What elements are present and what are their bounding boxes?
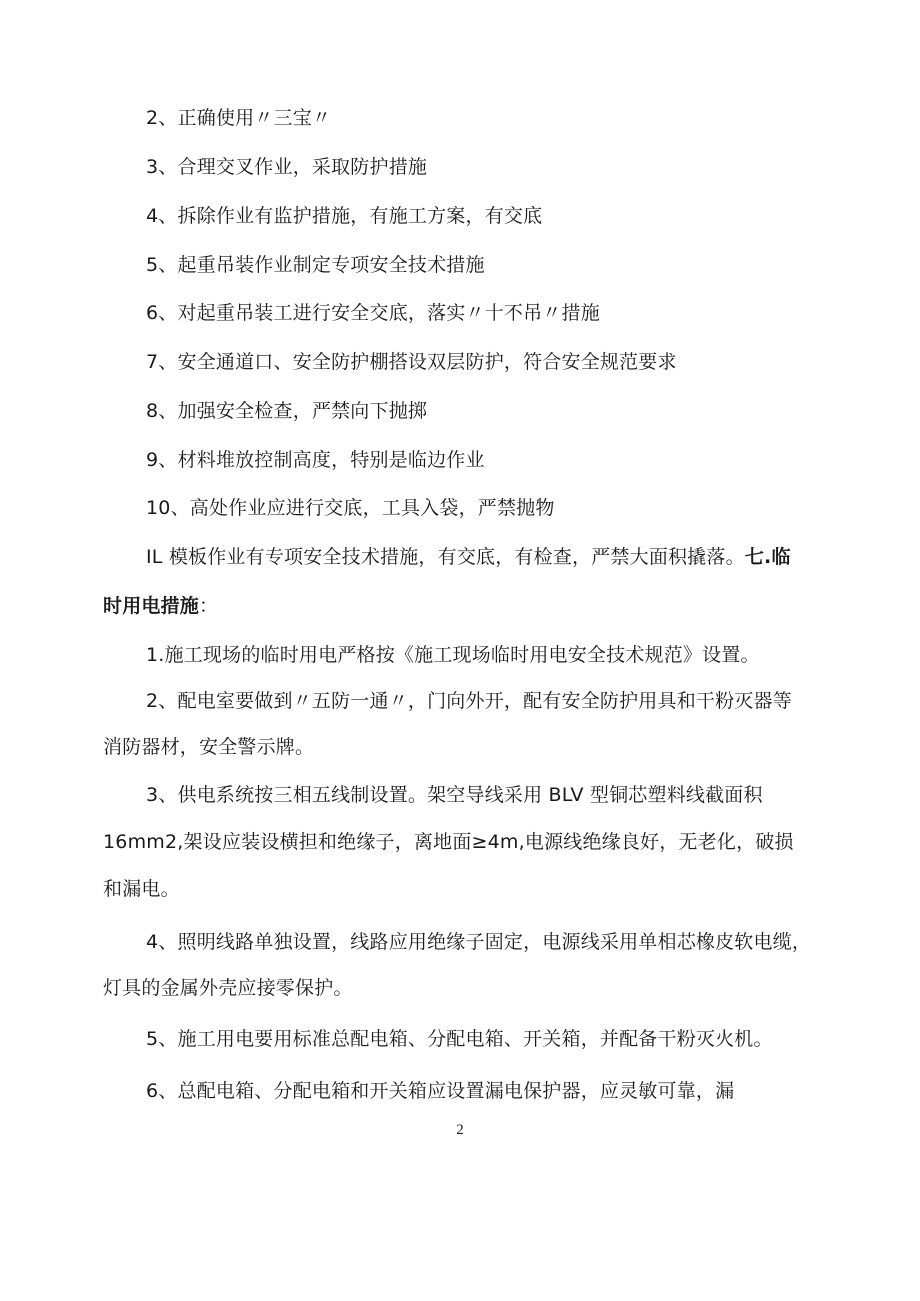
paragraph-3-line-1: 3、供电系统按三相五线制设置。架空导线采用 BLV 型铜芯塑料线截面积 [146,784,763,806]
list-item-2: 2、正确使用〃三宝〃 [146,107,332,129]
section-heading [103,594,218,618]
section-heading-end: 时用电措施 [103,595,200,617]
paragraph-4-line-2: 灯具的金属外壳应接零保护。 [103,977,353,999]
paragraph-5: 5、施工用电要用标准总配电箱、分配电箱、开关箱，并配备干粉灭火机。 [146,1028,773,1050]
list-item-11 [146,545,791,569]
list-item-3: 3、合理交叉作业，采取防护措施 [146,156,428,178]
paragraph-4-line-1: 4、照明线路单独设置，线路应用绝缘子固定，电源线采用单相芯橡皮软电缆， [146,931,812,953]
paragraph-6: 6、总配电箱、分配电箱和开关箱应设置漏电保护器，应灵敏可靠，漏 [146,1080,735,1102]
paragraph-3-line-3: 和漏电。 [103,878,180,900]
list-item-11-text: IL 模板作业有专项安全技术措施，有交底，有检查，严禁大面积撬落。 [146,546,745,568]
paragraph-2-line-1: 2、配电室要做到〃五防一通〃，门向外开，配有安全防护用具和干粉灭器等 [146,690,792,712]
list-item-9: 9、材料堆放控制高度，特别是临边作业 [146,449,485,471]
section-heading-start: 七.临 [744,546,791,568]
list-item-8: 8、加强安全检查，严禁向下抛掷 [146,400,428,422]
paragraph-1: 1.施工现场的临时用电严格按《施工现场临时用电安全技术规范》设置。 [146,644,760,666]
paragraph-2-line-2: 消防器材，安全警示牌。 [103,736,315,758]
section-heading-colon: ： [199,595,219,617]
paragraph-3-line-2: 16mm2,架设应装设横担和绝缘子，离地面≥4m,电源线绝缘良好，无老化，破损 [103,831,794,853]
list-item-4: 4、拆除作业有监护措施，有施工方案，有交底 [146,205,543,227]
list-item-6: 6、对起重吊装工进行安全交底，落实〃十不吊〃措施 [146,302,600,324]
page-number: 2 [456,1122,464,1138]
list-item-5: 5、起重吊装作业制定专项安全技术措施 [146,254,485,276]
list-item-7: 7、安全通道口、安全防护棚搭设双层防护，符合安全规范要求 [146,351,677,373]
list-item-10: 10、高处作业应进行交底，工具入袋，严禁抛物 [146,497,555,519]
